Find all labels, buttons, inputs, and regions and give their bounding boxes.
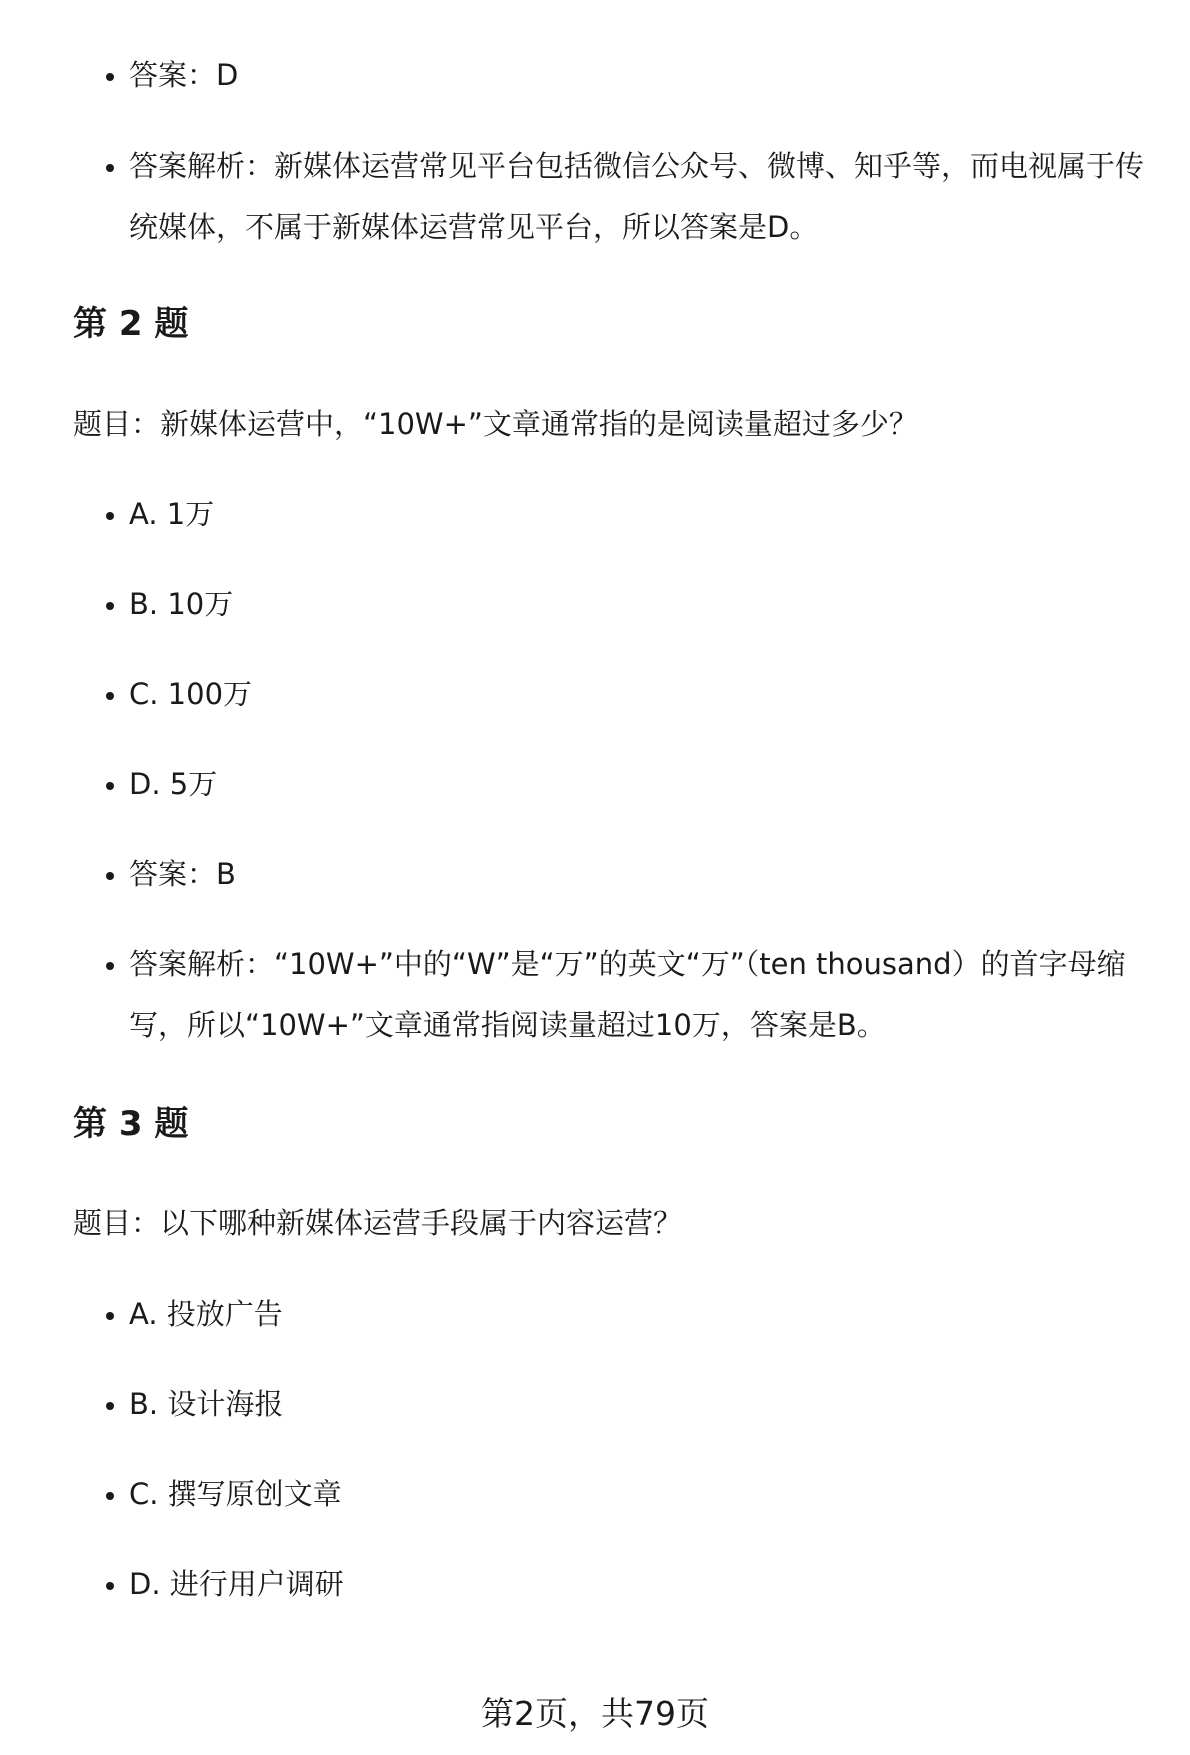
question-2-heading: 第 2 题	[73, 304, 189, 344]
question-3-text: 题目：以下哪种新媒体运营手段属于内容运营？	[73, 1206, 683, 1240]
question-3-heading: 第 3 题	[73, 1104, 189, 1144]
option-d: D. 进行用户调研	[129, 1554, 1159, 1615]
option-b: B. 10万	[129, 574, 1159, 635]
answer-explanation: 答案解析：“10W+”中的“W”是“万”的英文“万”（ten thousand）的首字母缩写，所以“10W+”文章通常指阅读量超过10万，答案是B。	[129, 934, 1159, 1056]
answer-line: 答案：D	[129, 45, 1159, 106]
question-2-text: 题目：新媒体运营中，“10W+”文章通常指的是阅读量超过多少？	[73, 407, 918, 441]
answer-explanation: 答案解析：新媒体运营常见平台包括微信公众号、微博、知乎等，而电视属于传统媒体，不属于新媒体运营常见平台，所以答案是D。	[129, 136, 1159, 258]
option-c: C. 100万	[129, 664, 1159, 725]
page-number: 第2页，共79页	[481, 1694, 709, 1733]
option-a: A. 投放广告	[129, 1284, 1159, 1345]
answer-line: 答案：B	[129, 844, 1159, 905]
option-c: C. 撰写原创文章	[129, 1464, 1159, 1525]
option-b: B. 设计海报	[129, 1374, 1159, 1435]
option-d: D. 5万	[129, 754, 1159, 815]
option-a: A. 1万	[129, 484, 1159, 545]
